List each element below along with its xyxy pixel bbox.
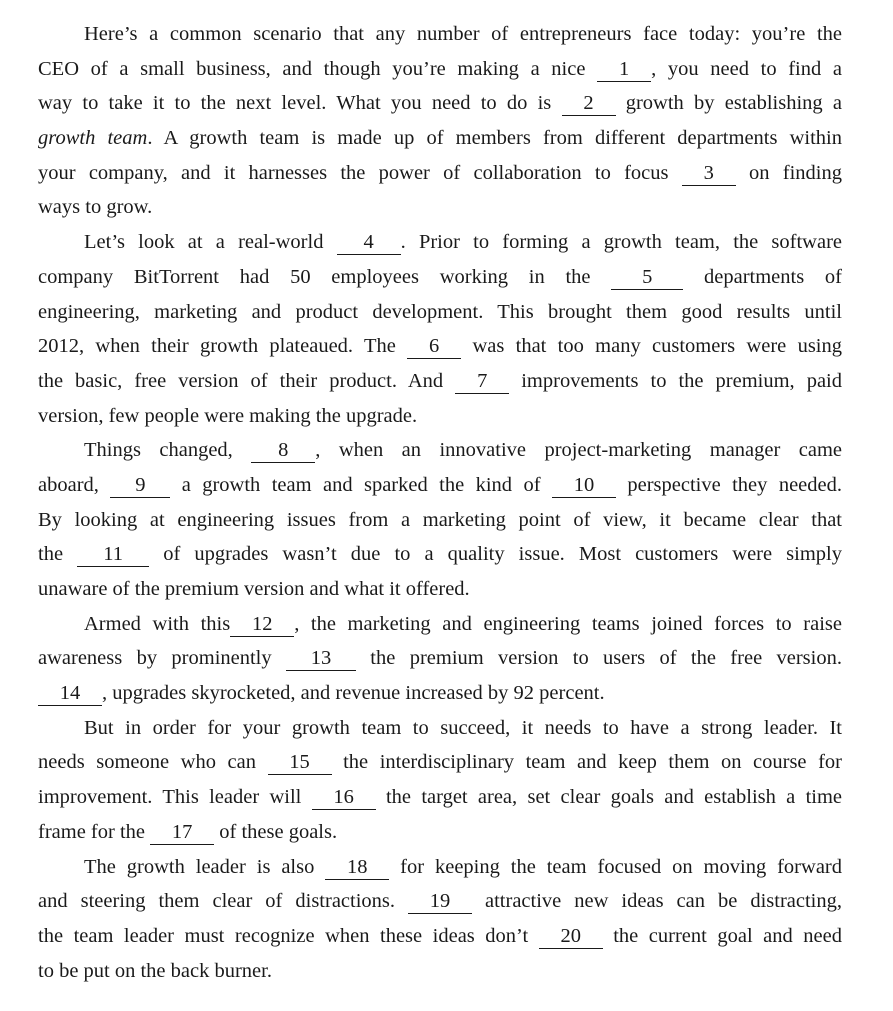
text-line <box>38 121 842 156</box>
text-segment: was that too many customers were using <box>461 335 843 358</box>
text-line <box>38 399 842 434</box>
text-segment: CEO of a small business, and though you’re making a nice <box>38 57 598 80</box>
text-segment: for keeping the team focused on moving forward <box>389 855 842 878</box>
text-line <box>38 295 842 330</box>
text-segment: way to take it to the next level. What you need to do is <box>38 92 562 115</box>
text-segment: frame for the <box>38 820 151 843</box>
text-line <box>38 572 842 607</box>
text-line <box>38 884 842 919</box>
text-segment: aboard, <box>38 473 111 496</box>
text-segment: on finding <box>735 161 843 184</box>
blank-3[interactable]: 3 <box>682 161 736 186</box>
text-line <box>38 433 842 468</box>
text-segment: 2012, when their growth plateaued. The <box>38 335 408 358</box>
text-segment: ways to grow. <box>38 196 153 219</box>
text-segment: needs someone who can <box>38 751 268 774</box>
blank-5[interactable]: 5 <box>611 265 683 290</box>
text-segment: Let’s look at a real-world <box>84 231 337 254</box>
text-line <box>38 919 842 954</box>
text-segment: version, few people were making the upgrade. <box>38 404 418 427</box>
blank-16[interactable]: 16 <box>312 785 376 810</box>
paragraph-6 <box>38 850 842 989</box>
text-segment: engineering, marketing and product development. This brought them good results until <box>38 300 842 323</box>
text-segment: Armed with this <box>84 612 231 635</box>
paragraph-4 <box>38 607 842 711</box>
text-segment: improvement. This leader will <box>38 786 312 809</box>
paragraph-1 <box>38 17 842 225</box>
blank-1[interactable]: 1 <box>597 57 651 82</box>
text-segment: the team leader must recognize when these ideas don’t <box>38 924 539 947</box>
text-segment: unaware of the premium version and what it offered. <box>38 578 470 600</box>
text-line <box>38 815 842 850</box>
blank-18[interactable]: 18 <box>325 855 389 880</box>
blank-17[interactable]: 17 <box>150 820 214 845</box>
text-segment: of upgrades wasn’t due to a quality issue. Most customers were simply <box>149 543 843 566</box>
text-segment: your company, and it harnesses the power of collaboration to focus <box>38 161 682 184</box>
text-line <box>38 780 842 815</box>
text-segment: By looking at engineering issues from a marketing point of view, it became clear that <box>38 508 842 531</box>
text-segment: awareness by prominently <box>38 647 286 670</box>
text-segment: , the marketing and engineering teams joined forces to raise <box>294 612 842 635</box>
blank-7[interactable]: 7 <box>455 369 509 394</box>
text-segment: Things changed, <box>84 439 252 462</box>
text-line <box>38 86 842 121</box>
text-segment: . Prior to forming a growth team, the software <box>400 231 842 254</box>
text-line <box>38 745 842 780</box>
text-segment: and steering them clear of distractions. <box>38 890 409 913</box>
blank-20[interactable]: 20 <box>539 924 603 949</box>
text-segment: , you need to find a <box>651 57 842 80</box>
blank-9[interactable]: 9 <box>110 473 170 498</box>
blank-15[interactable]: 15 <box>268 750 332 775</box>
text-segment: perspective they needed. <box>615 473 842 496</box>
text-segment: to be put on the back burner. <box>38 959 272 982</box>
text-line <box>38 954 842 989</box>
text-line <box>38 676 842 711</box>
text-line <box>38 537 842 572</box>
paragraph-3 <box>38 433 842 606</box>
blank-10[interactable]: 10 <box>552 473 616 498</box>
text-segment: . A growth team is made up of members from different departments within <box>147 127 842 150</box>
text-segment: the premium version to users of the free version. <box>355 647 842 670</box>
text-line <box>38 711 842 746</box>
text-line <box>38 607 842 642</box>
text-segment: , when an innovative project-marketing manager came <box>315 439 843 462</box>
text-segment: the target area, set clear goals and establish a time <box>375 786 842 809</box>
blank-13[interactable]: 13 <box>286 646 356 671</box>
blank-2[interactable]: 2 <box>562 91 616 116</box>
text-segment: growth by establishing a <box>615 92 842 115</box>
blank-14[interactable]: 14 <box>38 681 102 706</box>
text-line <box>38 156 842 191</box>
text-segment: the basic, free version of their product. And <box>38 369 456 392</box>
text-line <box>38 641 842 676</box>
text-segment: the interdisciplinary team and keep them on course for <box>331 751 842 774</box>
text-segment: the <box>38 543 78 566</box>
text-segment: departments of <box>683 265 843 288</box>
blank-6[interactable]: 6 <box>407 334 461 359</box>
text-segment: But in order for your growth team to succeed, it needs to have a strong leader. It <box>84 716 842 739</box>
paragraph-5 <box>38 711 842 850</box>
blank-8[interactable]: 8 <box>251 438 315 463</box>
text-segment: attractive new ideas can be distracting, <box>472 890 842 913</box>
text-line <box>38 468 842 503</box>
blank-11[interactable]: 11 <box>77 542 149 567</box>
italic-term: growth team <box>38 127 148 150</box>
text-line <box>38 850 842 885</box>
paragraph-2 <box>38 225 842 433</box>
text-line <box>38 329 842 364</box>
text-segment: a growth team and sparked the kind of <box>170 473 552 496</box>
blank-19[interactable]: 19 <box>408 889 472 914</box>
text-line <box>38 503 842 538</box>
text-line <box>38 52 842 87</box>
text-segment: , upgrades skyrocketed, and revenue increased by 92 percent. <box>102 682 605 705</box>
blank-4[interactable]: 4 <box>337 230 401 255</box>
blank-12[interactable]: 12 <box>230 612 294 637</box>
text-line <box>38 17 842 52</box>
text-line <box>38 190 842 225</box>
passage <box>38 17 842 988</box>
text-segment: The growth leader is also <box>84 855 326 878</box>
text-segment: improvements to the premium, paid <box>509 369 842 392</box>
text-line <box>38 260 842 295</box>
text-line <box>38 225 842 260</box>
text-segment: Here’s a common scenario that any number of entrepreneurs face today: you’re the <box>84 23 842 45</box>
text-segment: the current goal and need <box>602 924 842 947</box>
text-line <box>38 364 842 399</box>
text-segment: company BitTorrent had 50 employees working in the <box>38 265 612 288</box>
text-segment: of these goals. <box>214 820 338 843</box>
